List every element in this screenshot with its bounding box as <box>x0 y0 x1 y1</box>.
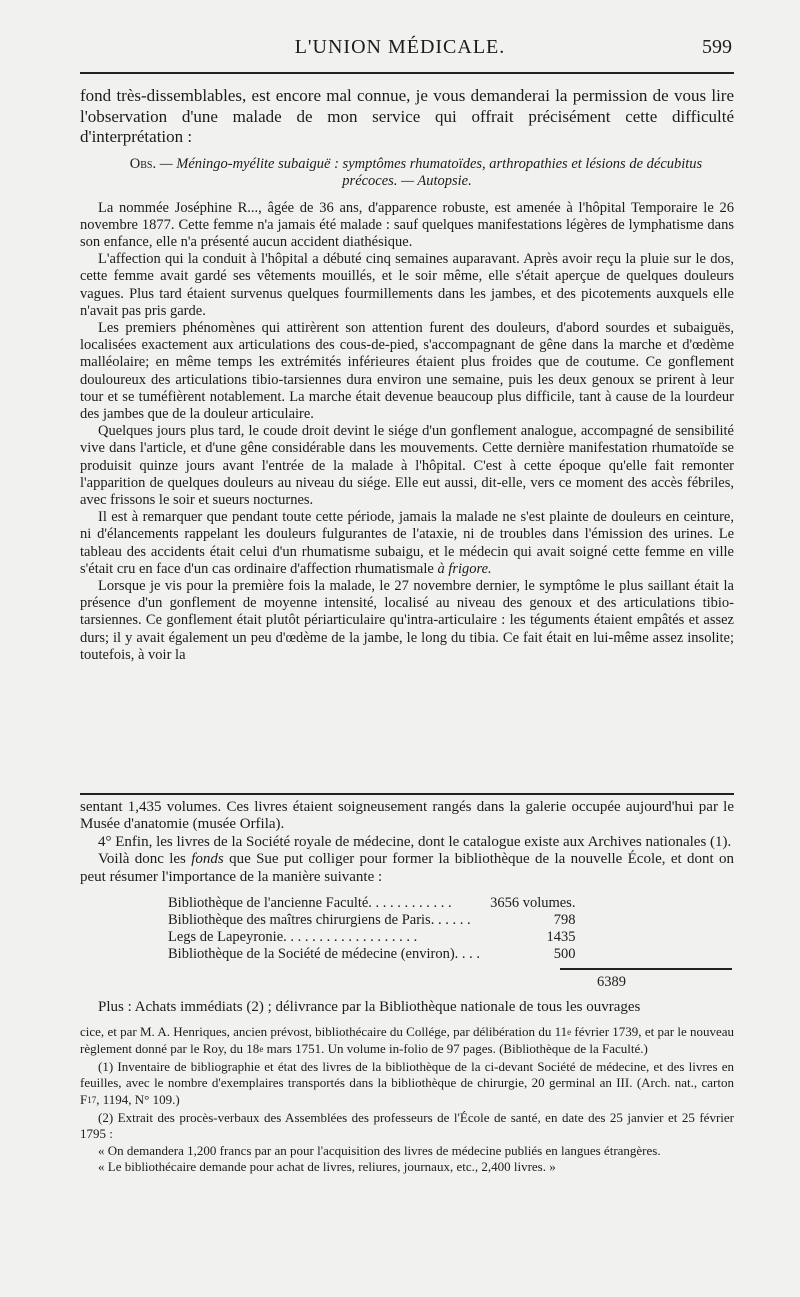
case-paragraph-1: La nommée Joséphine R..., âgée de 36 ans, d'apparence robuste, est amenée à l'hôpital Temporaire le 26 novembre 1877. Cette femme n'a jamais été malade : sauf quelques manifestations légères de lymphatisme dans son enfance, elle n'a présenté aucun accident diathésique. <box>80 199 734 250</box>
footnote-2: (2) Extrait des procès-verbaux des Assemblées des professeurs de l'École de santé, en date des 25 janvier et 25 février 1795 : <box>80 1109 734 1142</box>
table-row <box>168 946 575 963</box>
footnote-1-a: (1) Inventaire de bibliographie et état des livres de la bibliothèque de la ci-devant Société de médecine, et des livres en feuilles, avec le nombre d'exemplaires transportés dans la bibliothèque de chirurgie, 20 germinal an III. (Arch. nat., carton F <box>80 1059 734 1107</box>
footnote-0-c: mars 1751. Un volume in-folio de 97 pages. (Bibliothèque de la Faculté.) <box>266 1040 648 1056</box>
catalogue-table <box>168 895 575 963</box>
case-paragraph-6: Lorsque je vis pour la première fois la malade, le 27 novembre dernier, le symptôme le plus saillant était la présence d'un gonflement de moyenne intensité, localisé au niveau des genoux et des articulations tibio-tarsiennes. Ce gonflement était plutôt périarticulaire qu'intra-articulaire : les téguments étaient empâtés et assez durs; il y avait également un peu d'œdème de la jambe, le long du tibia. Ce fait était en lui-même assez insolite; toutefois, à voir la <box>80 577 734 663</box>
catalogue-label: Bibliothèque des maîtres chirurgiens de Paris. . . . . . <box>168 912 471 929</box>
feuilleton-paragraph-3-b: que Sue put colliger pour former la bibliothèque de la nouvelle École, et dont on peut résumer l'importance de la manière suivante : <box>80 851 735 885</box>
observation-title: — Méningo-myélite subaiguë : symptômes rhumatoïdes, arthropathies et lésions de décubitus précoces. — Autopsie. <box>159 155 703 189</box>
footnote-0-b: février 1739, et par le nouveau règlement donné par le Roy, du 18 <box>80 1024 735 1056</box>
feuilleton-separator <box>80 793 734 795</box>
footnote-1 <box>80 1059 734 1108</box>
case-paragraph-2: L'affection qui la conduit à l'hôpital a débuté cinq semaines auparavant. Après avoir reçu la pluie sur le dos, cette femme avait gardé ses vêtements mouillés, et le soir même, elle s'était aperçue de quelques douleurs vagues. Plus tard étaient survenus quelques fourmillements dans les jambes, et des picotements auxquels elle n'avait pas pris garde. <box>80 251 734 319</box>
table-row <box>168 895 575 912</box>
total-rule <box>560 968 732 970</box>
footnotes <box>80 1024 734 1175</box>
feuilleton-paragraph-3 <box>80 851 734 886</box>
footnote-0-sup2: e <box>259 1043 264 1054</box>
catalogue-label: Legs de Lapeyronie. . . . . . . . . . . . . . . . . . . <box>168 929 418 946</box>
page-number: 599 <box>702 36 732 58</box>
case-report <box>80 200 734 664</box>
catalogue-value: 3656 volumes. <box>490 895 576 912</box>
intro-paragraph: fond très-dissemblables, est encore mal connue, je vous demanderai la permission de vous lire l'observation d'une malade de mon service qui offrait précisément cette difficulté d'interprétation : <box>80 86 734 146</box>
footnote-2-quote-2: « Le bibliothécaire demande pour achat de livres, reliures, journaux, etc., 2,400 livres. » <box>98 1158 556 1174</box>
feuilleton <box>80 799 734 1175</box>
feuilleton-paragraph-3-italic: fonds <box>191 851 224 868</box>
case-paragraph-4: Quelques jours plus tard, le coude droit devint le siége d'un gonflement analogue, accompagné de sensibilité vive dans l'article, et d'une gêne considérable dans les mouvements. Cette dernière manifestation rhumatoïde se produisit quinze jours avant l'entrée de la malade à l'hôpital. C'est à cette époque qu'elle fait remonter l'apparition de quelques douleurs au niveau du siége. Elle eut aussi, dit-elle, vers ce moment des accès fébriles, avec frissons le soir et sueurs nocturnes. <box>80 423 734 508</box>
feuilleton-paragraph-3-a: Voilà donc les <box>98 851 186 868</box>
case-paragraph-5-italic: à frigore. <box>437 560 492 577</box>
main-article <box>80 86 734 664</box>
catalogue-label: Bibliothèque de la Société de médecine (environ). . . . <box>168 946 481 963</box>
footnote-0-a: cice, et par M. A. Henriques, ancien prévost, bibliothécaire du Collége, par délibération du 11 <box>80 1024 568 1040</box>
page-header <box>0 36 800 66</box>
case-paragraph-5 <box>80 509 734 578</box>
catalogue-value: 500 <box>553 946 576 963</box>
footnote-2-quote-1: « On demandera 1,200 francs par an pour l'acquisition des livres de médecine publiés en langues étrangères. <box>98 1142 661 1158</box>
running-title: L'UNION MÉDICALE. <box>294 36 506 58</box>
table-row <box>168 912 575 929</box>
catalogue-value: 1435 <box>546 929 576 946</box>
table-row <box>168 929 575 946</box>
footnote-0-sup: e <box>567 1027 572 1038</box>
catalogue-label: Bibliothèque de l'ancienne Faculté. . . . . . . . . . . . <box>168 895 452 912</box>
feuilleton-paragraph-1: sentant 1,435 volumes. Ces livres étaient soigneusement rangés dans la galerie occupée aujourd'hui par le Musée d'anatomie (musée Orfila). <box>80 799 734 833</box>
footnote-1-b: , 1194, N° 109.) <box>96 1091 180 1107</box>
header-rule <box>80 72 734 74</box>
observation-heading <box>80 156 734 190</box>
observation-label: Obs. <box>129 155 157 172</box>
footnote-1-sup: 17 <box>87 1094 97 1105</box>
feuilleton-paragraph-2: 4° Enfin, les livres de la Société royale de médecine, dont le catalogue existe aux Archives nationales (1). <box>98 833 732 850</box>
case-paragraph-5-text: Il est à remarquer que pendant toute cette période, jamais la malade ne s'est plainte de douleurs en ceinture, ni d'élancements rappelant les douleurs fulgurantes de l'ataxie, ni de troubles dans l'émission des urines. Le tableau des accidents était celui d'un rhumatisme subaigu, et le médecin qui avait soigné cette femme en ville s'était cru en face d'un cas ordinaire d'affection rhumatismale <box>80 509 734 577</box>
footnote-continuation <box>80 1024 734 1057</box>
case-paragraph-3: Les premiers phénomènes qui attirèrent son attention furent des douleurs, d'abord sourdes et subaiguës, localisées exactement aux articulations des cous-de-pied, s'accompagnant de gêne dans la marche et d'œdème malléolaire; en même temps les extrémités inférieures étaient plus froides que de coutume. Ce gonflement douloureux des articulations tibio-tarsiennes dura environ une semaine, puis les deux genoux se prirent à leur tour et se tuméfièrent notablement. La marche était devenue beaucoup plus difficile, tant à cause de la lourdeur des jambes que de la douleur articulaire. <box>80 319 734 422</box>
feuilleton-paragraph-4: Plus : Achats immédiats (2) ; délivrance par la Bibliothèque nationale de tous les ouvrages <box>98 999 641 1016</box>
catalogue-total: 6389 <box>597 974 626 991</box>
catalogue-value: 798 <box>553 912 576 929</box>
